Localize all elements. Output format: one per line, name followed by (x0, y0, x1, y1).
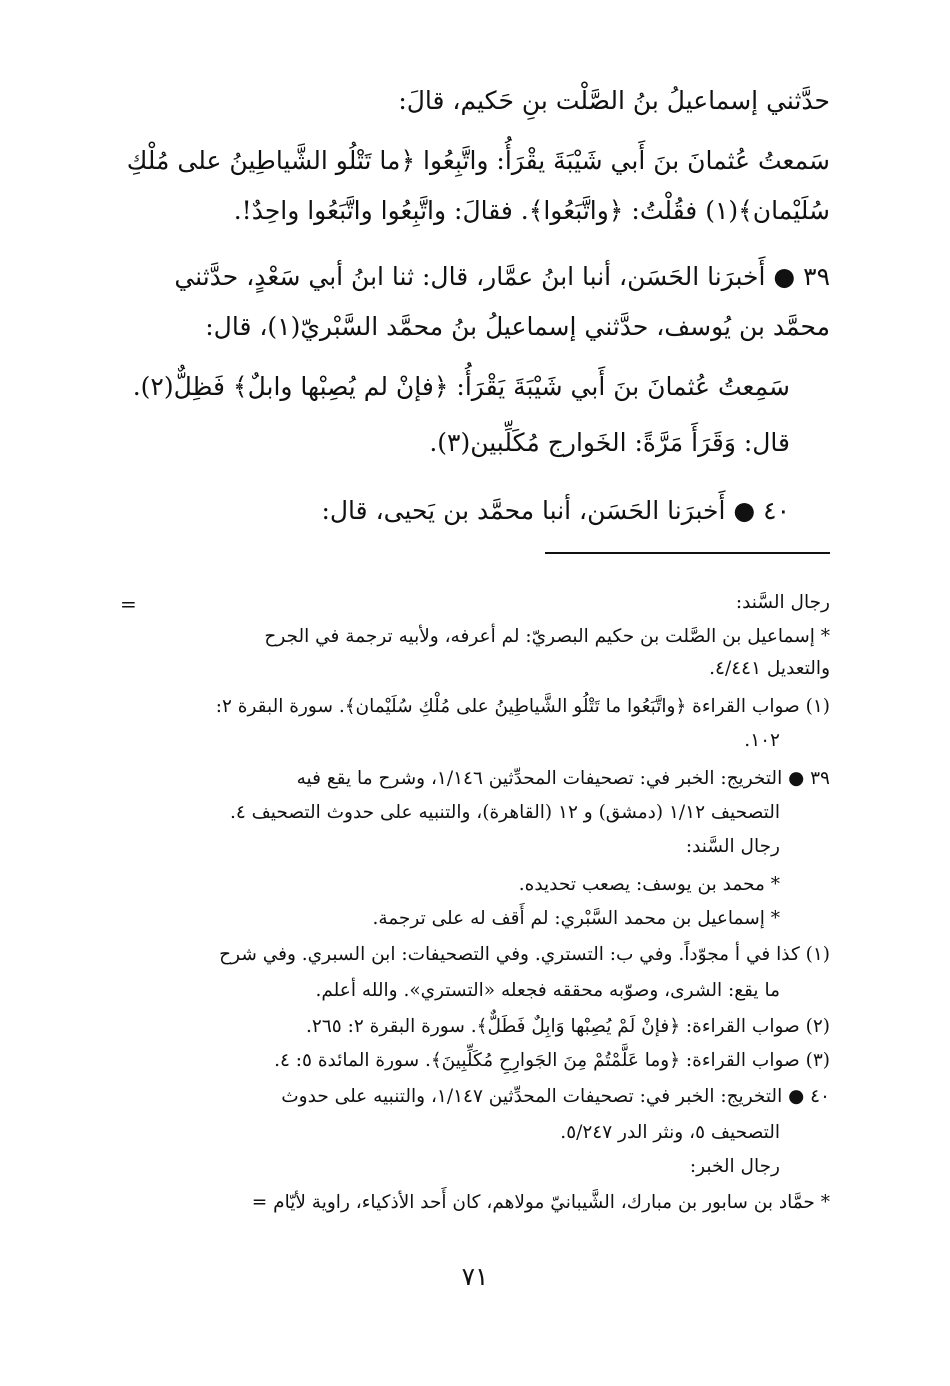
main-line-5: محمَّد بن يُوسف، حدَّثني إسماعيلُ بنُ محمَّد السَّبْريّ(١)، قال: (205, 312, 830, 341)
main-line-2: سَمعتُ عُثمانَ بنَ أَبي شَيْبَةَ يقْرَأُ: واتَّبِعُوا ﴿ما تَتْلُو الشَّياطِينُ على مُلْكِ (126, 146, 830, 175)
footnote-line-1: رجال السَّند: (735, 592, 830, 613)
main-line-8: ٤٠ ● أَخبرَنا الحَسَن، أنبا محمَّد بن يَحيى، قال: (321, 496, 790, 525)
continuation-mark: = (120, 592, 137, 616)
footnote-line-12: ما يقع: الشرى، وصوّبه محققه فجعله «التستري». والله أعلم. (315, 980, 780, 1001)
footnote-line-9: * محمد بن يوسف: يصعب تحديده. (518, 874, 780, 895)
footnote-line-16: التصحيف ٥، ونثر الدر ٥/٢٤٧. (560, 1122, 780, 1143)
footnote-line-14: (٣) صواب القراءة: ﴿وما عَلَّمْتُمْ مِنَ الجَوارِحِ مُكَلِّبِينَ﴾. سورة المائدة ٥: ٤. (274, 1050, 830, 1071)
main-line-7: قال: وَقَرَأَ مَرَّةً: الخَوارج مُكَلِّبين(٣). (429, 428, 790, 457)
footnote-line-5: ١٠٢. (744, 730, 780, 751)
main-line-4: ٣٩ ● أَخبرَنا الحَسَن، أنبا ابنُ عمَّار، قال: ثنا ابنُ أبي سَعْدٍ، حدَّثني (174, 262, 830, 291)
page-number: ٧١ (461, 1262, 489, 1291)
footnote-line-15: ٤٠ ● التخريج: الخبر في: تصحيفات المحدِّثين ١/١٤٧، والتنبيه على حدوث (281, 1086, 830, 1107)
footnote-line-10: * إسماعيل بن محمد السَّبْري: لم أَقف له على ترجمة. (372, 908, 780, 929)
footnote-line-4: (١) صواب القراءة ﴿واتَّبَعُوا ما تَتْلُو الشَّياطِينُ على مُلْكِ سُلَيْمان﴾. سورة البقرة ٢: (215, 696, 830, 717)
footnote-line-7: التصحيف ١/١٢ (دمشق) و ١٢ (القاهرة)، والتنبيه على حدوث التصحيف ٤. (229, 802, 780, 823)
footnote-line-6: ٣٩ ● التخريج: الخبر في: تصحيفات المحدِّثين ١/١٤٦، وشرح ما يقع فيه (296, 768, 830, 789)
footnote-line-17: رجال الخبر: (689, 1156, 780, 1177)
main-line-1: حدَّثني إسماعيلُ بنُ الصَّلْت بنِ حَكيم، قالَ: (398, 86, 830, 115)
footnote-separator (545, 552, 830, 554)
main-line-3: سُلَيْمان﴾(١) فقُلْتُ: ﴿واتَّبَعُوا﴾. فقالَ: واتَّبِعُوا واتَّبَعُوا واحِدٌ!. (233, 196, 830, 225)
main-line-6: سَمِعتُ عُثمانَ بنَ أَبي شَيْبَةَ يَقْرَأُ: ﴿فإنْ لم يُصِبْها وابلٌ﴾ فَظِلٌّ(٢). (132, 372, 790, 401)
footnote-line-3: والتعديل ٤/٤٤١. (709, 658, 830, 679)
footnote-line-2: * إسماعيل بن الصَّلت بن حكيم البصريّ: لم أعرفه، ولأبيه ترجمة في الجرح (264, 626, 830, 647)
footnote-line-11: (١) كذا في أ مجوّداً. وفي ب: التستري. وفي التصحيفات: ابن السبري. وفي شرح (219, 944, 830, 965)
footnote-line-8: رجال السَّند: (685, 836, 780, 857)
footnote-line-13: (٢) صواب القراءة: ﴿فإنْ لَمْ يُصِبْها وَابِلٌ فَطَلٌّ﴾. سورة البقرة ٢: ٢٦٥. (306, 1016, 830, 1037)
footnote-line-18: * حمَّاد بن سابور بن مبارك، الشَّيبانيّ مولاهم، كان أَحد الأذكياء، راوية لأيّام = (251, 1192, 830, 1213)
